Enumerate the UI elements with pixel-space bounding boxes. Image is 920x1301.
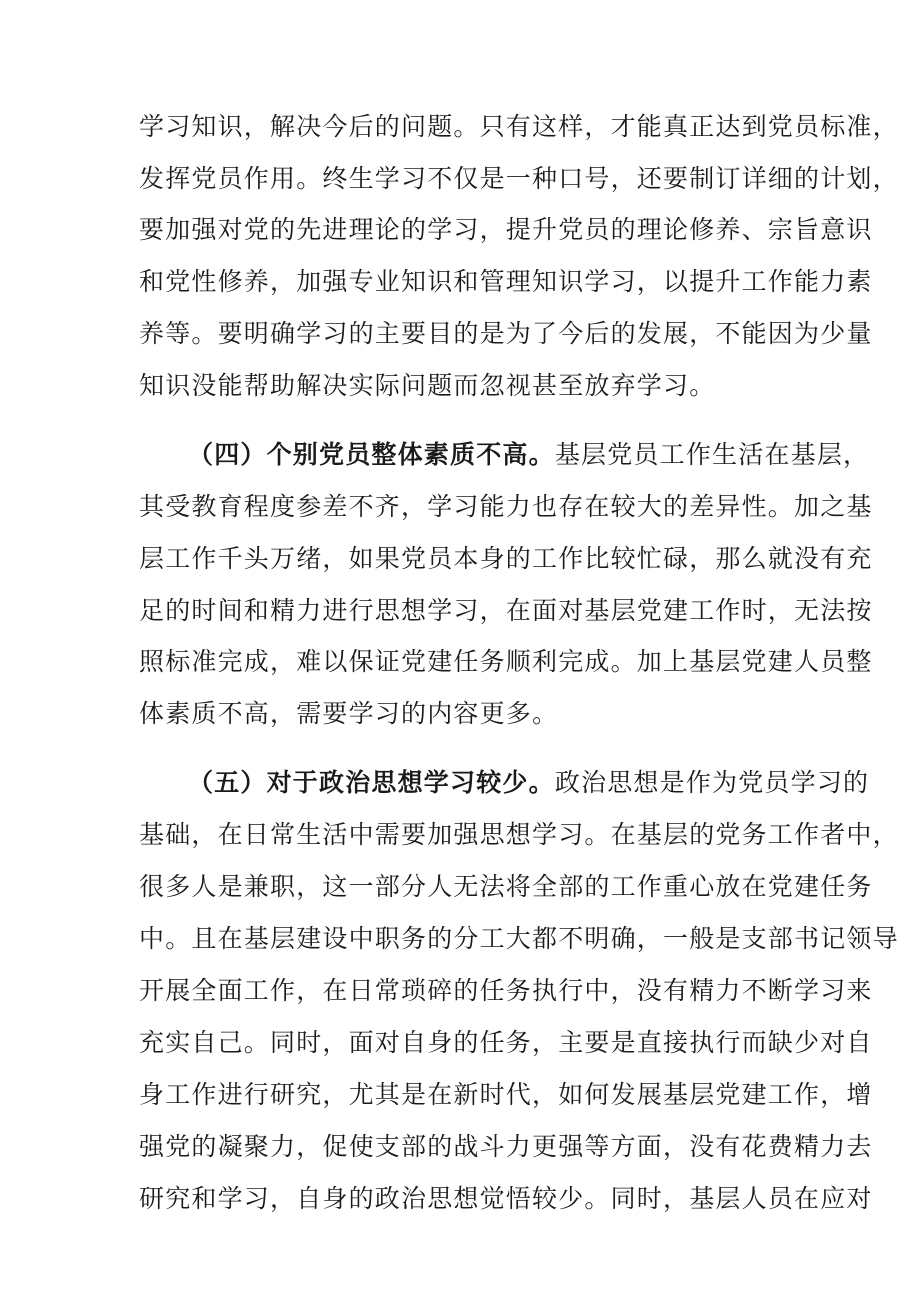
text-line: 层工作千头万绪，如果党员本身的工作比较忙碌，那么就没有充: [139, 544, 873, 573]
text-line: 发挥党员作用。终生学习不仅是一种口号，还要制订详细的计划，: [139, 164, 899, 193]
text-line: 学习知识，解决今后的问题。只有这样，才能真正达到党员标准，: [139, 112, 899, 141]
text-line: 身工作进行研究，尤其是在新时代，如何发展基层党建工作，增: [139, 1080, 873, 1109]
text-line: 很多人是兼职，这一部分人无法将全部的工作重心放在党建任务: [139, 872, 873, 901]
text-line: 养等。要明确学习的主要目的是为了今后的发展，不能因为少量: [139, 319, 873, 348]
text-line: [188, 763, 870, 803]
text-line: 照标准完成，难以保证党建任务顺利完成。加上基层党建人员整: [139, 647, 873, 676]
text-line: 中。且在基层建设中职务的分工大都不明确，一般是支部书记领导: [139, 924, 899, 953]
section-heading: （四）个别党员整体素质不高。: [188, 440, 555, 469]
text-run: 政治思想是作为党员学习的: [554, 768, 870, 797]
text-line: 足的时间和精力进行思想学习，在面对基层党建工作时，无法按: [139, 596, 873, 625]
text-line: 开展全面工作，在日常琐碎的任务执行中，没有精力不断学习来: [139, 976, 873, 1005]
text-line: 要加强对党的先进理论的学习，提升党员的理论修养、宗旨意识: [139, 215, 873, 244]
text-run: 基层党员工作生活在基层，: [554, 440, 870, 469]
text-line: [188, 435, 870, 475]
text-line: 和党性修养，加强专业知识和管理知识学习，以提升工作能力素: [139, 267, 873, 296]
text-line: 基础，在日常生活中需要加强思想学习。在基层的党务工作者中，: [139, 820, 899, 849]
text-line: 强党的凝聚力，促使支部的战斗力更强等方面，没有花费精力去: [139, 1132, 873, 1161]
text-line: 研究和学习，自身的政治思想觉悟较少。同时，基层人员在应对: [139, 1184, 873, 1213]
text-line: 知识没能帮助解决实际问题而忽视甚至放弃学习。: [139, 371, 716, 400]
text-line: 体素质不高，需要学习的内容更多。: [139, 699, 559, 728]
text-line: 充实自己。同时，面对自身的任务，主要是直接执行而缺少对自: [139, 1028, 873, 1057]
text-line: 其受教育程度参差不齐，学习能力也存在较大的差异性。加之基: [139, 492, 873, 521]
section-heading: （五）对于政治思想学习较少。: [188, 768, 555, 797]
